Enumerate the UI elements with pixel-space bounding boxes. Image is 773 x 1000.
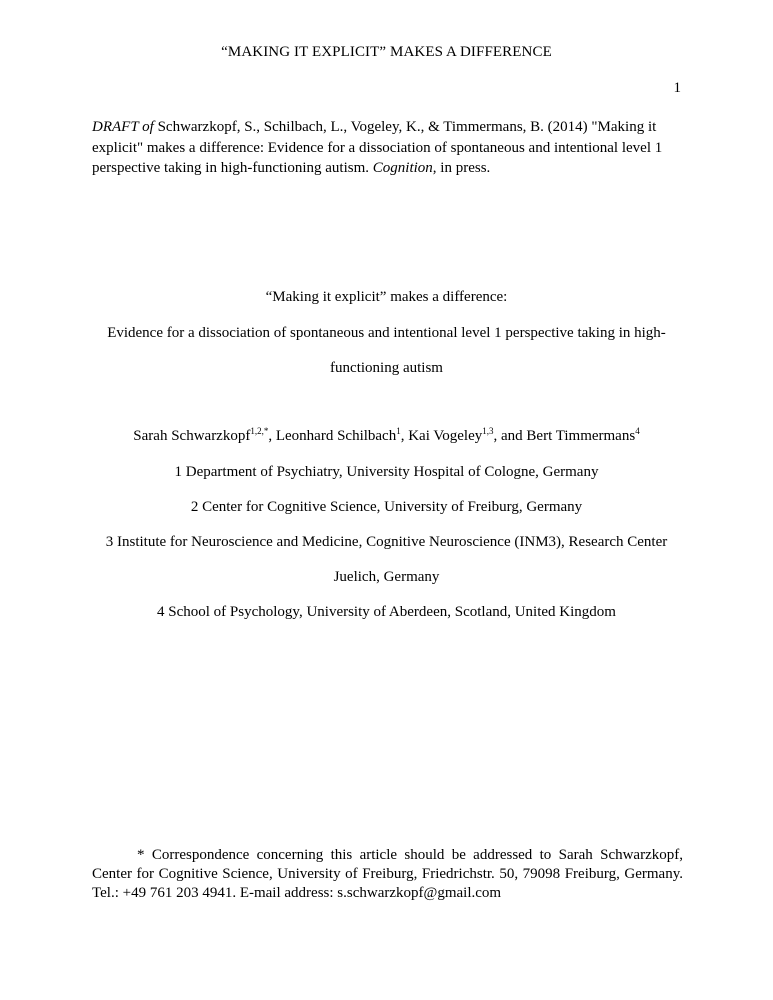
author-4-name: Bert Timmermans [526, 428, 636, 444]
citation-text: Schwarzkopf, S., Schilbach, L., Vogeley, K., & Timmermans, B. (2014) "Making it explicit" makes a difference: Evidence for a dissociation of spontaneous and intentional level 1 perspective taking in high-functioning autism. [92, 119, 663, 176]
correspondence-note: * Correspondence concerning this article should be addressed to Sarah Schwarzkopf, Center for Cognitive Science, University of Freiburg, Friedrichstr. 50, 79098 Freiburg, Germany. Tel.: +49 761 203 4941. E-mail address: s.schwarzkopf@gmail.com [92, 847, 683, 901]
affiliation-3-line-2: Juelich, Germany [333, 569, 440, 585]
author-4-affiliation: 4 [635, 426, 640, 436]
author-2-name: Leonhard Schilbach [275, 428, 397, 444]
affiliation-4: 4 School of Psychology, University of Aberdeen, Scotland, United Kingdom [157, 604, 616, 620]
page-number: 1 [673, 80, 681, 96]
author-2-affiliation: 1 [396, 426, 401, 436]
title-line-2: Evidence for a dissociation of spontaneous and intentional level 1 perspective taking in high- [107, 325, 666, 341]
author-3-affiliation: 1,3 [482, 426, 494, 436]
author-list [0, 428, 773, 445]
citation-status: , in press. [432, 160, 491, 176]
affiliation-2: 2 Center for Cognitive Science, University of Freiburg, Germany [190, 499, 583, 515]
author-3-name: Kai Vogeley [408, 428, 483, 444]
author-separator: , [400, 428, 409, 444]
title-line-1: “Making it explicit” makes a difference: [265, 289, 508, 305]
author-1-name: Sarah Schwarzkopf [133, 428, 251, 444]
draft-citation [92, 117, 682, 179]
author-1-affiliation: 1,2,* [250, 426, 269, 436]
affiliation-3-line-1: 3 Institute for Neuroscience and Medicine, Cognitive Neuroscience (INM3), Research Center [105, 534, 668, 550]
affiliation-1: 1 Department of Psychiatry, University Hospital of Cologne, Germany [174, 464, 599, 480]
title-line-3: functioning autism [330, 360, 443, 376]
running-head: “MAKING IT EXPLICIT” MAKES A DIFFERENCE [221, 44, 552, 60]
draft-label: DRAFT of [92, 119, 154, 135]
author-separator: , and [493, 428, 527, 444]
journal-name: Cognition [372, 160, 433, 176]
author-separator: , [268, 428, 276, 444]
